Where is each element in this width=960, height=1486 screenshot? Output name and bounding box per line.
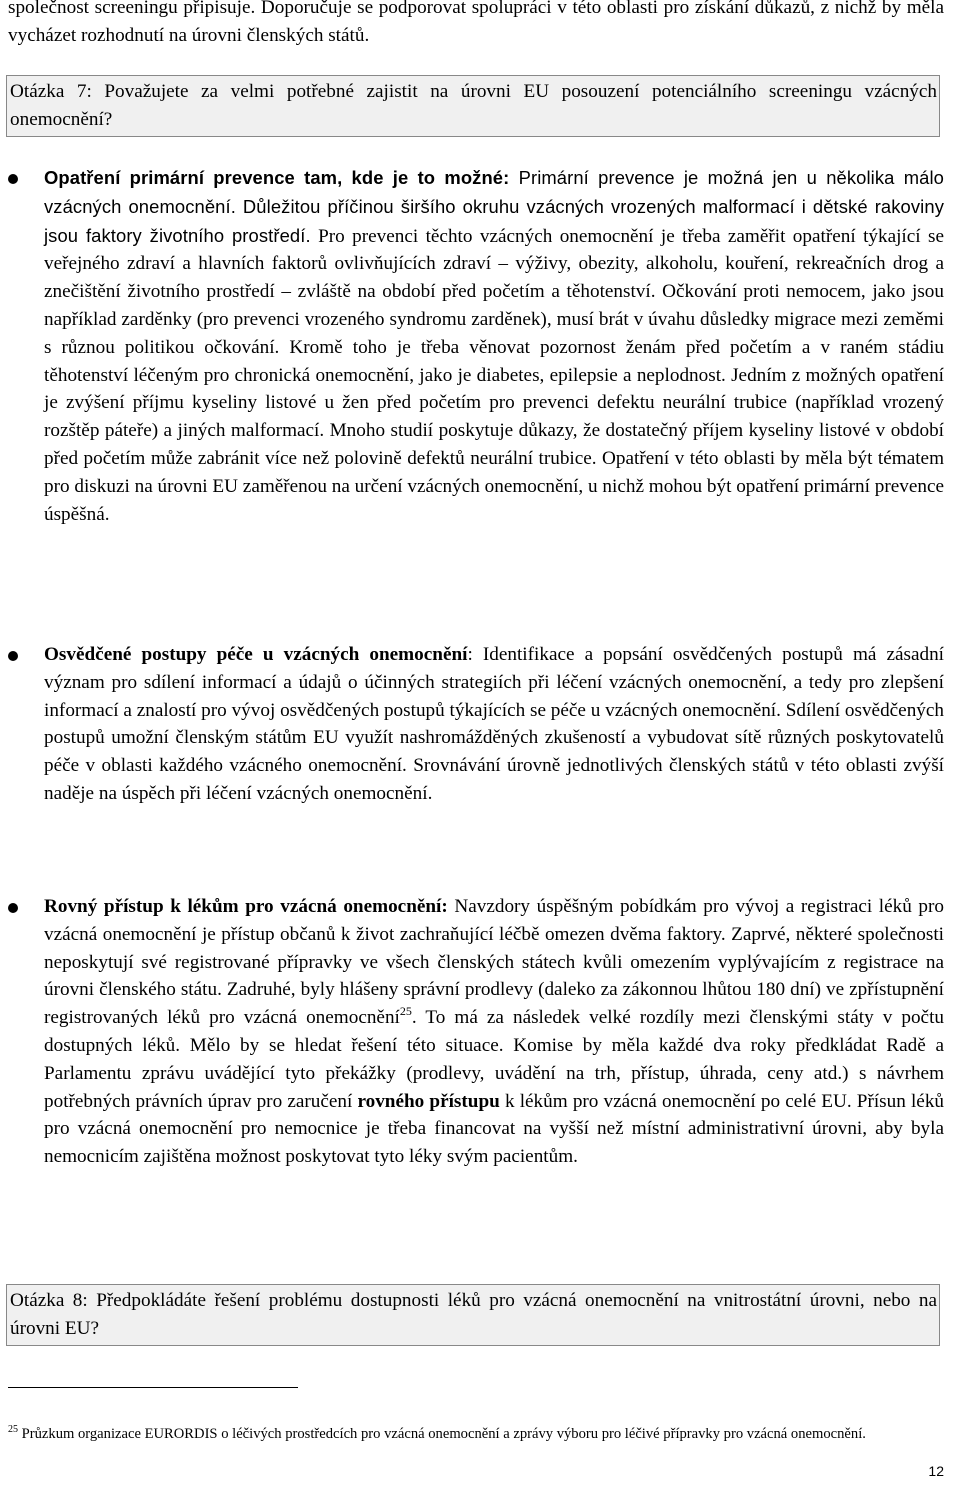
- intro-paragraph: [8, 0, 944, 50]
- bullet-1-lead: Primární prevence je možná jen u několika málo vzácných onemocnění. Důležitou příčinou širšího okruhu vzácných vrozených malformací i dětské rakoviny jsou faktory životního prostředí.: [44, 167, 944, 246]
- footnote-reference[interactable]: 25: [399, 1004, 412, 1019]
- question-8-box: [6, 1284, 940, 1346]
- bullet-primary-prevention: [44, 164, 944, 528]
- bullet-3-body-after-ref: . To má za následek velké rozdíly mezi členskými státy v počtu dostupných léků. Mělo by se hledat řešení této situace. Komise by měla každé dva roky předkládat Radě a Parlamentu zprávu uvádějící tyto překážky (prodlevy, uvádění na trh, přístup, úhrada, ceny atd.) s návrhem potřebných právních úprav pro zaručení: [44, 1007, 944, 1112]
- bullet-2-body: : Identifikace a popsání osvědčených postupů má zásadní význam pro sdílení informací a údajů o účinných strategiích při léčení vzácných onemocnění, a tedy pro zlepšení informací a znalostí pro vývoj osvědčených postupů týkajících se péče u vzácných onemocnění. Sdílení osvědčených postupů umožní členským státům EU využít nashromážděných zkušeností a vybudovat sítě různých poskytovatelů péče v oblasti každého vzácného onemocnění. Srovnávání úrovně jednotlivých členských států v této oblasti zvýší naděje na úspěch při léčení vzácných onemocnění.: [44, 644, 944, 804]
- bullet-best-practices: [44, 641, 944, 808]
- bullet-1-body: Pro prevenci těchto vzácných onemocnění je třeba zaměřit opatření týkající se veřejného zdraví a hlavních faktorů ovlivňujících zdraví – výživy, obezity, alkoholu, kouření, rekreačních drog a znečištění životního prostředí – zvláště na období před početím a těhotenství. Očkování proti nemocem, jako jsou například zarděnky (pro prevenci vrozeného syndromu zarděnek), musí brát v úvahu důsledky migrace mezi zeměmi s různou politikou očkování. Kromě toho je třeba věnovat pozornost ženám před početím a v raném stádiu těhotenství léčeným pro chronická onemocnění, jako je diabetes, epilepsie a neplodnost. Jedním z možných opatření je zvýšení příjmu kyseliny listové u žen před početím pro prevenci defektu neurální trubice (například vrozený rozštěp páteře) a jiných malformací. Mnoho studií poskytuje důkazy, že dostatečný příjem kyseliny listové v období před početím může zabránit více než polovině defektů neurální trubice. Opatření v této oblasti by měla být tématem pro diskuzi na úrovni EU zaměřenou na určení vzácných onemocnění, u nichž mohou být opatření primární prevence úspěšná.: [44, 225, 944, 525]
- page-number: 12: [928, 1463, 944, 1479]
- bullet-3-body-before-ref: Navzdory úspěšným pobídkám pro vývoj a registraci léků pro vzácná onemocnění je přístup občanů k život zachraňující léčbě omezen dvěma faktory. Zaprvé, některé společnosti neposkytují své registrované přípravky ve všech členských státech kvůli omezením vyplývajícím z registrace na úrovni členského státu. Zadruhé, byly hlášeny správní prodlevy (daleko za zákonnou lhůtou 180 dní) ve zpřístupnění registrovaných léků pro vzácná onemocnění: [44, 896, 945, 1029]
- bullet-icon: [8, 174, 18, 184]
- footnote-divider: [8, 1387, 298, 1388]
- question-7-text: Otázka 7: Považujete za velmi potřebné zajistit na úrovni EU posouzení potenciálního screeningu vzácných onemocnění?: [10, 81, 937, 130]
- question-8-text: Otázka 8: Předpokládáte řešení problému dostupnosti léků pro vzácná onemocnění na vnitrostátní úrovni, nebo na úrovni EU?: [10, 1290, 937, 1339]
- bullet-2-heading: Osvědčené postupy péče u vzácných onemocnění: [44, 644, 468, 665]
- bullet-3-heading: Rovný přístup k lékům pro vzácná onemocnění:: [44, 896, 448, 917]
- footnote-number: 25: [8, 1424, 18, 1435]
- bullet-3-bold-phrase: rovného přístupu: [357, 1090, 500, 1112]
- footnote-text: Průzkum organizace EURORDIS o léčivých prostředcích pro vzácná onemocnění a zprávy výboru pro léčivé přípravky pro vzácná onemocnění.: [18, 1426, 866, 1442]
- bullet-icon: [8, 903, 18, 913]
- footnote: [8, 1420, 944, 1444]
- bullet-1-heading: Opatření primární prevence tam, kde je to možné:: [44, 167, 510, 188]
- bullet-equal-access: [44, 893, 944, 1171]
- intro-text: společnost screeningu připisuje. Doporučuje se podporovat spolupráci v této oblasti pro získání důkazů, z nichž by měla vycházet rozhodnutí na úrovni členských států.: [8, 0, 944, 46]
- bullet-icon: [8, 651, 18, 661]
- bullet-3-body-end: k lékům pro vzácná onemocnění po celé EU. Přísun léků pro vzácná onemocnění pro nemocnice je třeba financovat na vyšší než místní administrativní úrovni, aby byla nemocnicím zajištěna možnost poskytovat tyto léky svým pacientům.: [44, 1090, 945, 1168]
- question-7-box: [6, 75, 940, 137]
